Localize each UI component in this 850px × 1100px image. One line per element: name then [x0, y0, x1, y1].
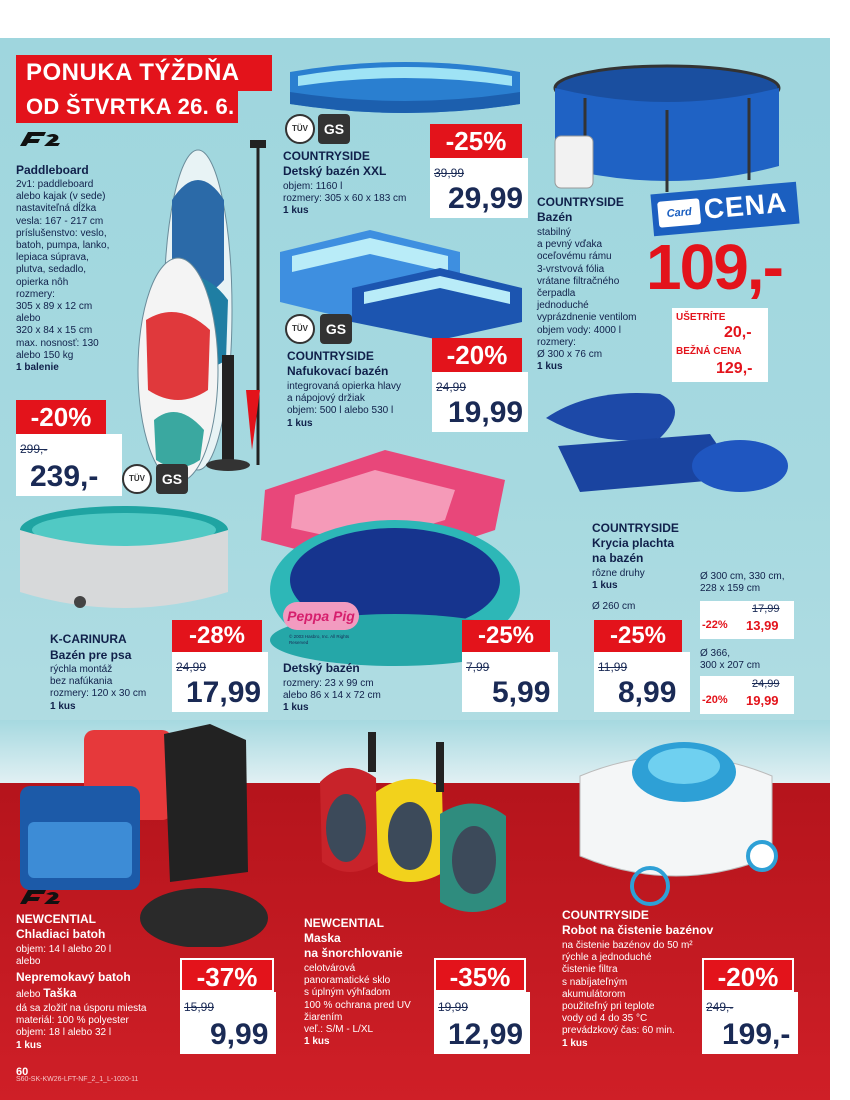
cooler-name: Chladiaci batoh: [16, 927, 106, 941]
cooler-old-price: 15,99: [184, 1000, 215, 1014]
peppa-copyright: © 2003 Hasbro, Inc. All Rights Reserved: [289, 634, 350, 645]
mask-pricebox: [434, 992, 530, 1054]
mask-price: 12,99: [448, 1018, 524, 1051]
cover-brand: COUNTRYSIDE: [592, 521, 679, 535]
gs-badge-icon: GS: [320, 314, 352, 344]
cover-size-2: Ø 300 cm, 330 cm, 228 x 159 cm: [700, 571, 785, 595]
mask-discount: -35%: [434, 958, 526, 992]
robot-discount: -20%: [702, 958, 794, 992]
gs-badge-icon: GS: [156, 464, 188, 494]
page-number: 60: [16, 1066, 29, 1078]
mask-brand: NEWCENTIAL: [304, 916, 384, 930]
cooler-discount: -37%: [180, 958, 274, 992]
kids-pool-name: Detský bazén: [283, 661, 360, 675]
inflatable-pool-brand: COUNTRYSIDE: [287, 349, 374, 363]
cover-discount-2: -22%: [702, 619, 728, 631]
kids-pool-pricebox: [462, 652, 558, 712]
cover-price-3: 19,99: [746, 693, 779, 708]
mask-old-price: 19,99: [438, 1000, 469, 1014]
mask-description: celotvárová panoramatické sklo s úplným výhľadom 100 % ochrana pred UV žiarením veľ.: S/M - L/XL 1 kus: [304, 963, 411, 1048]
inflatable-pool-discount: -20%: [432, 338, 522, 372]
cover-price-2: 13,99: [746, 618, 779, 633]
tuv-badge-icon: TÜV: [285, 314, 315, 344]
cover-price: 8,99: [618, 676, 677, 709]
paddleboard-description: 2v1: paddleboard alebo kajak (v sede) nastaviteľná dĺžka vesla: 167 - 217 cm príslušenstvo: veslo, batoh, pumpa, lanko, lepiaca súprava, plutva, sedadlo, opierka nôh rozmery: 305 x 89 x 12 cm alebo 320 x 84 x 15 cm max. nosnosť: 130 alebo 150 kg 1 balenie: [16, 179, 110, 374]
robot-brand: COUNTRYSIDE: [562, 908, 649, 922]
pool-xxl-price: 29,99: [448, 182, 524, 215]
inflatable-pool-price: 19,99: [448, 396, 524, 429]
inflatable-pool-pricebox: [432, 372, 528, 432]
dog-pool-old-price: 24,99: [176, 660, 207, 674]
cooler-description: dá sa zložiť na úsporu miesta materiál: 100 % polyester objem: 18 l alebo 32 l 1 kus: [16, 1003, 147, 1051]
robot-description: na čistenie bazénov do 50 m² rýchle a jednoduché čistenie filtra s nabíjateľným akumulátorom použiteľný pri teplote vody od 4 do 35 °C prevádzkový čas: 60 min. 1 kus: [562, 940, 693, 1049]
frame-pool-name: Bazén: [537, 210, 573, 224]
kids-pool-price: 5,99: [492, 676, 551, 709]
gs-badge-icon: GS: [318, 114, 350, 144]
frame-pool-savings-box: [672, 308, 768, 382]
frame-pool-image: [545, 58, 785, 198]
kids-pool-old-price: 7,99: [466, 660, 490, 674]
cooler-brand: NEWCENTIAL: [16, 912, 96, 926]
frame-pool-brand: COUNTRYSIDE: [537, 195, 624, 209]
robot-old-price: 249,-: [706, 1000, 734, 1014]
cover-pricebox-3: [700, 676, 794, 714]
kids-pool-description: rozmery: 23 x 99 cm alebo 86 x 14 x 72 cm 1 kus: [283, 678, 381, 714]
inflatable-pool-description: integrovaná opierka hlavy a nápojový držiak objem: 500 l alebo 530 l 1 kus: [287, 381, 401, 429]
paddleboard-name: Paddleboard: [16, 163, 89, 177]
pool-xxl-image: [280, 52, 530, 122]
cover-pricebox: [594, 652, 690, 712]
dog-pool-name: Bazén pre psa: [50, 648, 132, 662]
cover-name-line2: na bazén: [592, 551, 644, 565]
cover-size-3: Ø 366, 300 x 207 cm: [700, 648, 761, 672]
cooler-price: 9,99: [210, 1018, 269, 1051]
paddleboard-discount: -20%: [16, 400, 106, 434]
regular-label: BEŽNÁ CENA: [676, 346, 742, 357]
robot-pricebox: [702, 992, 798, 1054]
frame-pool-price: 109,-: [646, 231, 782, 303]
cover-discount-3: -20%: [702, 694, 728, 706]
dog-pool-discount: -28%: [172, 620, 262, 652]
footer-code: S60-SK-KW26-LFT-NF_2_1_L-1020-11: [16, 1076, 139, 1083]
cover-old-price-2: 17,99: [752, 603, 780, 615]
f2-logo-icon: [16, 128, 62, 150]
pool-xxl-brand: COUNTRYSIDE: [283, 149, 370, 163]
inflatable-pool-old-price: 24,99: [436, 380, 467, 394]
dog-pool-description: rýchla montáž bez nafúkania rozmery: 120 x 30 cm 1 kus: [50, 664, 147, 712]
cooler-line1: objem: 14 l alebo 20 l: [16, 944, 112, 955]
cooler-name2: Nepremokavý batoh: [16, 970, 131, 984]
pool-robot-image: [566, 736, 790, 906]
robot-price: 199,-: [722, 1018, 791, 1051]
saved-label: UŠETRÍTE: [676, 312, 726, 323]
card-label: Card: [657, 198, 701, 228]
tuv-badge-icon: TÜV: [122, 464, 152, 494]
frame-pool-description: stabilný a pevný vďaka oceľovému rámu 3-vrstvová fólia vrátane filtračného čerpadla jednoduché vyprázdnenie ventilom objem vody: 4000 l rozmery: Ø 300 x 76 cm 1 kus: [537, 227, 637, 373]
cover-pricebox-2: [700, 601, 794, 639]
dog-pool-image: [14, 500, 234, 620]
cena-label: CENA: [702, 186, 789, 225]
robot-name: Robot na čistenie bazénov: [562, 923, 714, 937]
saved-amount: 20,-: [724, 324, 752, 341]
cooler-name3: alebo Taška: [16, 986, 77, 1000]
peppa-logo-icon: Peppa Pig: [283, 602, 359, 630]
tuv-badge-icon: TÜV: [285, 114, 315, 144]
offer-date: OD ŠTVRTKA 26. 6.: [16, 91, 238, 123]
pool-xxl-name: Detský bazén XXL: [283, 164, 387, 178]
dog-pool-brand: K-CARINURA: [50, 632, 127, 646]
snorkel-mask-image: [306, 732, 544, 918]
pool-xxl-pricebox: [430, 158, 528, 218]
cover-name-line1: Krycia plachta: [592, 536, 675, 550]
mask-name-line1: Maska: [304, 931, 341, 945]
mask-name-line2: na šnorchlovanie: [304, 946, 403, 960]
cover-size-1: Ø 260 cm: [592, 601, 636, 612]
offer-title: PONUKA TÝŽDŇA: [16, 55, 272, 91]
pool-xxl-old-price: 39,99: [434, 166, 465, 180]
paddleboard-price: 239,-: [30, 460, 99, 493]
cover-old-price: 11,99: [598, 660, 628, 674]
dog-pool-price: 17,99: [186, 676, 262, 709]
f2-logo-icon: [16, 886, 62, 908]
paddleboard-pricebox: [16, 434, 122, 496]
kids-pool-discount: -25%: [462, 620, 550, 652]
dog-pool-pricebox: [172, 652, 268, 712]
cover-old-price-3: 24,99: [752, 678, 780, 690]
pool-cover-image: [540, 388, 790, 498]
pool-xxl-discount: -25%: [430, 124, 522, 158]
cooler-line2: alebo: [16, 956, 41, 967]
pool-xxl-description: objem: 1160 l rozmery: 305 x 60 x 183 cm 1 kus: [283, 181, 407, 217]
cover-description: rôzne druhy 1 kus: [592, 568, 645, 592]
cover-discount: -25%: [594, 620, 682, 652]
page-margin: [830, 0, 850, 1100]
paddleboard-old-price: 299,-: [20, 442, 48, 456]
inflatable-pool-name: Nafukovací bazén: [287, 364, 389, 378]
paddleboard-image: [110, 140, 280, 480]
cooler-pricebox: [180, 992, 276, 1054]
regular-price: 129,-: [716, 360, 753, 377]
